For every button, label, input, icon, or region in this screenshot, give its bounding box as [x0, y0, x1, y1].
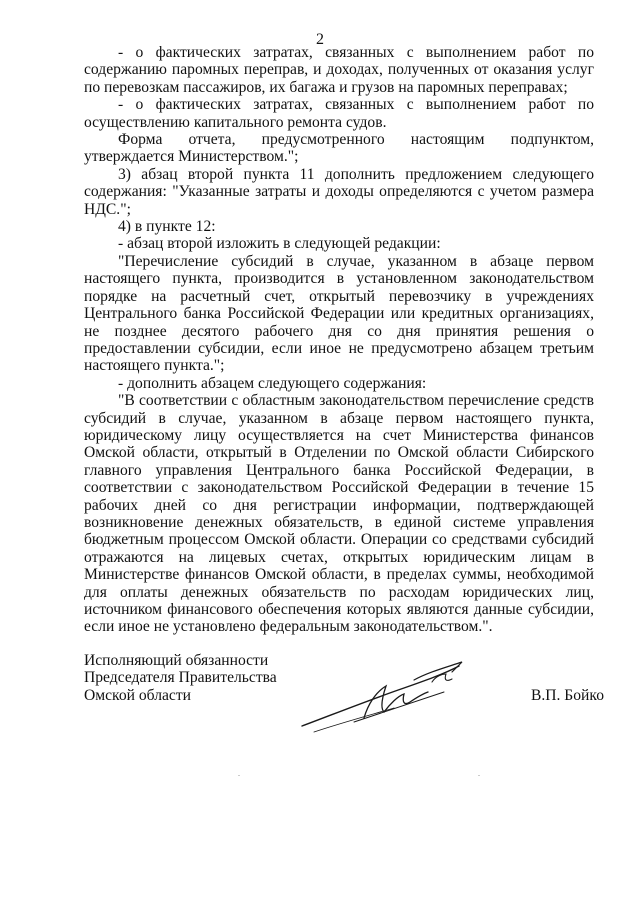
paragraph-costs-repair: - о фактических затратах, связанных с выполнением работ по осуществлению капитального ремонта судов.: [84, 96, 594, 131]
signature-block: [84, 652, 604, 742]
signatory-title-line-3: Омской области: [84, 686, 192, 704]
paragraph-item-3: 3) абзац второй пункта 11 дополнить предложением следующего содержания: "Указанные затраты и доходы определяются с учетом размера НДС.";: [84, 165, 594, 218]
signatory-title-line-2: Председателя Правительства: [84, 669, 277, 687]
paragraph-costs-ferry: - о фактических затратах, связанных с выполнением работ по содержанию паромных переправ, и доходах, полученных от оказания услуг по перевозкам пассажиров, их багажа и грузов на паромных переправах;: [84, 44, 594, 96]
signatory-title-line-1: Исполняющий обязанности: [84, 652, 269, 669]
page-number: 2: [316, 31, 324, 48]
paragraph-regional-legislation: "В соответствии с областным законодательством перечисление средств субсидий в случае, указанном в абзаце первом настоящего пункта, юридическому лицу осуществляется на счет Министерства финансов Омской области, открытый в Отделении по Омской области Сибирского главного управления Центрального банка Российской Федерации, в соответствии с законодательством Российской Федерации в течение 15 рабочих дней со дня регистрации информации, подтверждающей возникновение денежных обязательств, в единой системе управления бюджетным процессом Омской области. Операции со средствами субсидий отражаются на лицевых счетах, открытых юридическим лицам в Министерстве финансов Омской области, в пределах суммы, необходимой для оплаты денежных обязательств по расходам юридических лиц, источником финансового обеспечения которых являются данные субсидии, если иное не установлено федеральным законодательством.".: [84, 392, 594, 636]
paragraph-transfer-subsidies: "Перечисление субсидий в случае, указанном в абзаце первом настоящего пункта, производится в установленном законодательством порядке на расчетный счет, открытый перевозчику в учреждениях Центрального банка Российской Федерации или кредитных организациях, не позднее десятого рабочего дня со дня принятия решения о предоставлении субсидии, если иное не предусмотрено абзацем третьим настоящего пункта.";: [84, 252, 594, 375]
paragraph-report-form: Форма отчета, предусмотренного настоящим подпунктом, утверждается Министерством.";: [84, 131, 594, 166]
signatory-name: В.П. Бойко: [530, 687, 604, 704]
document-body: [84, 44, 594, 636]
scan-speck: [478, 775, 480, 776]
paragraph-add-abzac: - дополнить абзацем следующего содержания:: [118, 374, 427, 392]
paragraph-item-4: 4) в пункте 12:: [118, 218, 216, 236]
handwritten-signature: [294, 652, 484, 737]
paragraph-second-abzac: - абзац второй изложить в следующей редакции:: [118, 235, 441, 253]
scan-speck: [238, 775, 240, 776]
signatory-title: [84, 652, 277, 704]
